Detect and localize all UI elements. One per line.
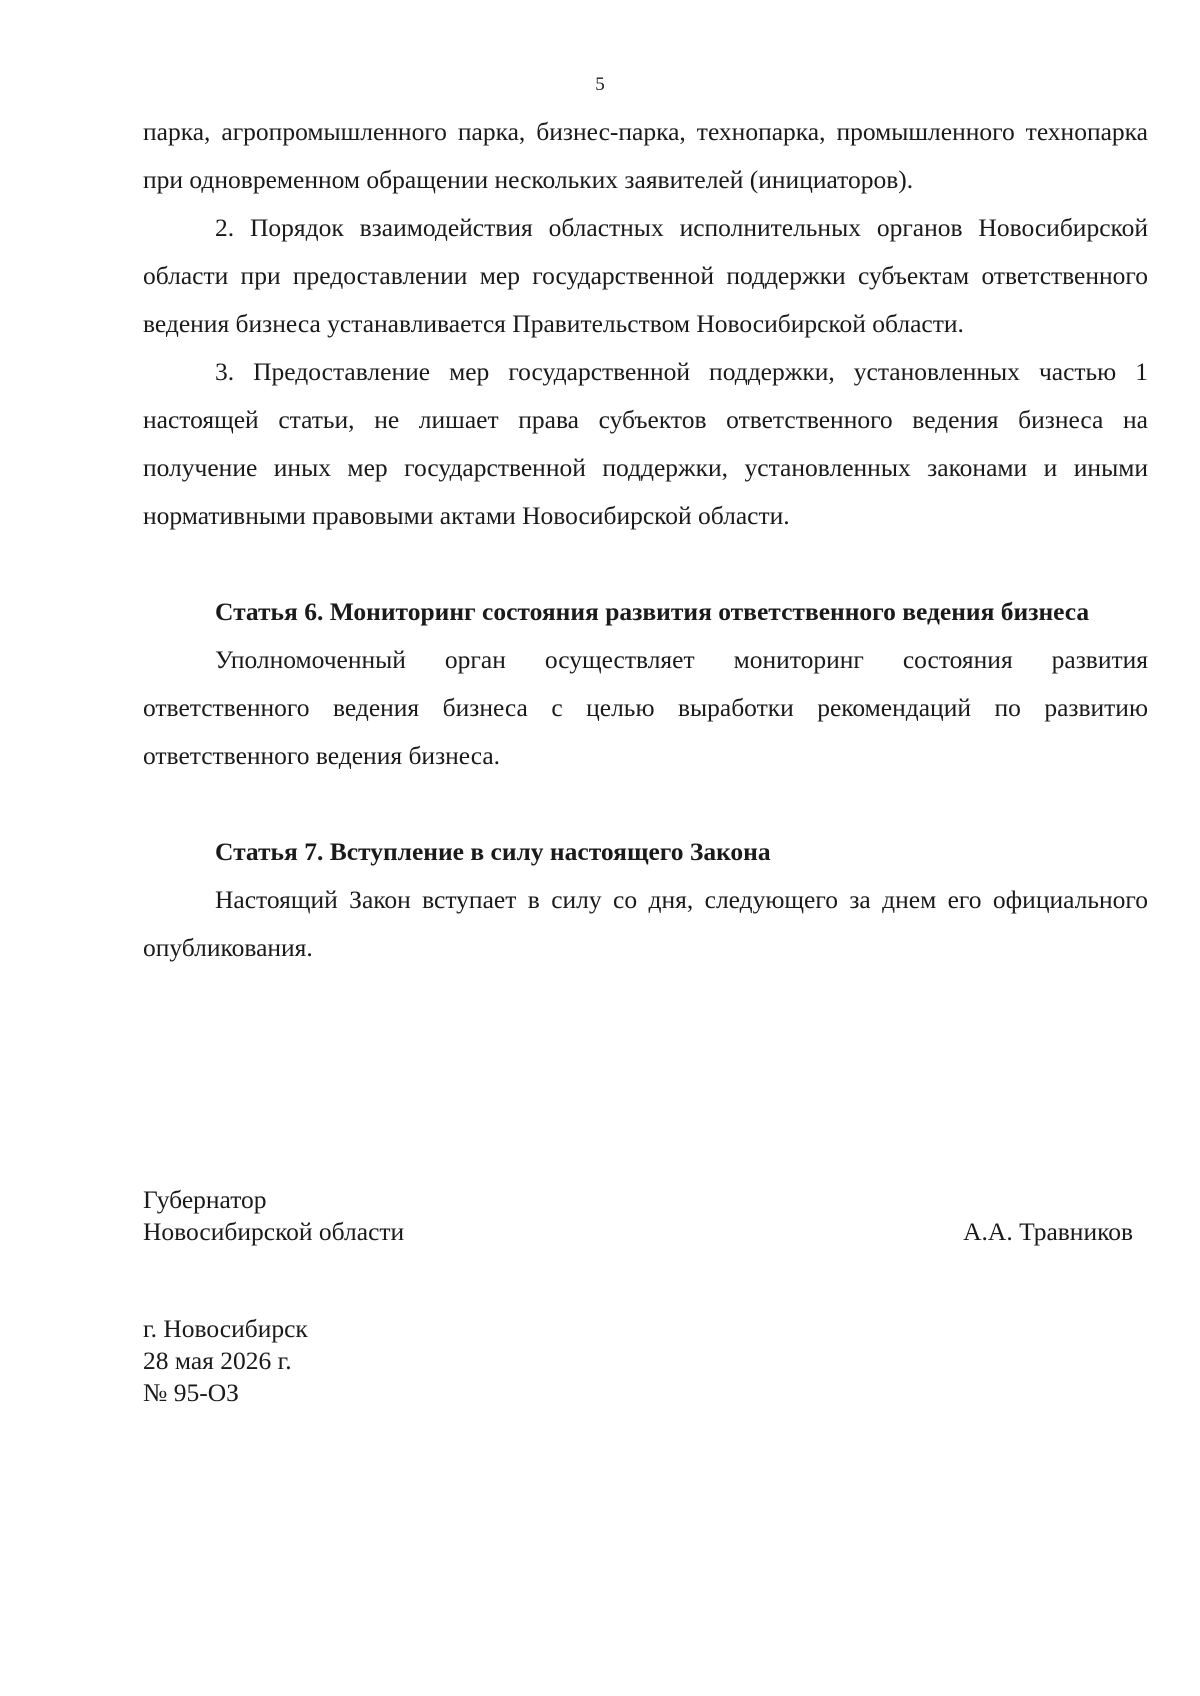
article-6-heading: Статья 6. Мониторинг состояния развития ответственного ведения бизнеса xyxy=(215,597,1090,626)
article-6-text: Уполномоченный орган осуществляет мониторинг состояния развития ответственного ведения бизнеса с целью выработки рекомендаций по развитию ответственного ведения бизнеса. xyxy=(143,645,1148,770)
article-7-heading: Статья 7. Вступление в силу настоящего Закона xyxy=(215,837,771,866)
document-number: № 95-ОЗ xyxy=(143,1378,239,1407)
paragraph-item-2: 2. Порядок взаимодействия областных исполнительных органов Новосибирской области при предоставлении мер государственной поддержки субъектам ответственного ведения бизнеса устанавливается Правительством Новосибирской области. xyxy=(143,213,1148,338)
signature-block xyxy=(143,1184,1133,1248)
paragraph-continuation: парка, агропромышленного парка, бизнес-парка, технопарка, промышленного технопарка при одновременном обращении нескольких заявителей (инициаторов). xyxy=(143,117,1148,194)
document-body xyxy=(143,108,1148,972)
section-spacer xyxy=(143,540,1148,588)
signature-row xyxy=(143,1216,1133,1248)
paragraph-item-3: 3. Предоставление мер государственной поддержки, установленных частью 1 настоящей статьи, не лишает права субъектов ответственного ведения бизнеса на получение иных мер государственной поддержки, установленных законами и иными нормативными правовыми актами Новосибирской области. xyxy=(143,357,1148,530)
document-date: 28 мая 2026 г. xyxy=(143,1346,292,1375)
signatory-name: А.А. Травников xyxy=(963,1217,1133,1246)
place-date-number-block xyxy=(143,1313,308,1409)
place-city: г. Новосибирск xyxy=(143,1314,308,1343)
article-7-text: Настоящий Закон вступает в силу со дня, следующего за днем его официального опубликования. xyxy=(143,885,1148,962)
page-number: 5 xyxy=(595,74,605,95)
signatory-title-line2: Новосибирской области xyxy=(143,1217,405,1246)
signatory-title-line1: Губернатор xyxy=(143,1185,267,1214)
section-spacer xyxy=(143,780,1148,828)
